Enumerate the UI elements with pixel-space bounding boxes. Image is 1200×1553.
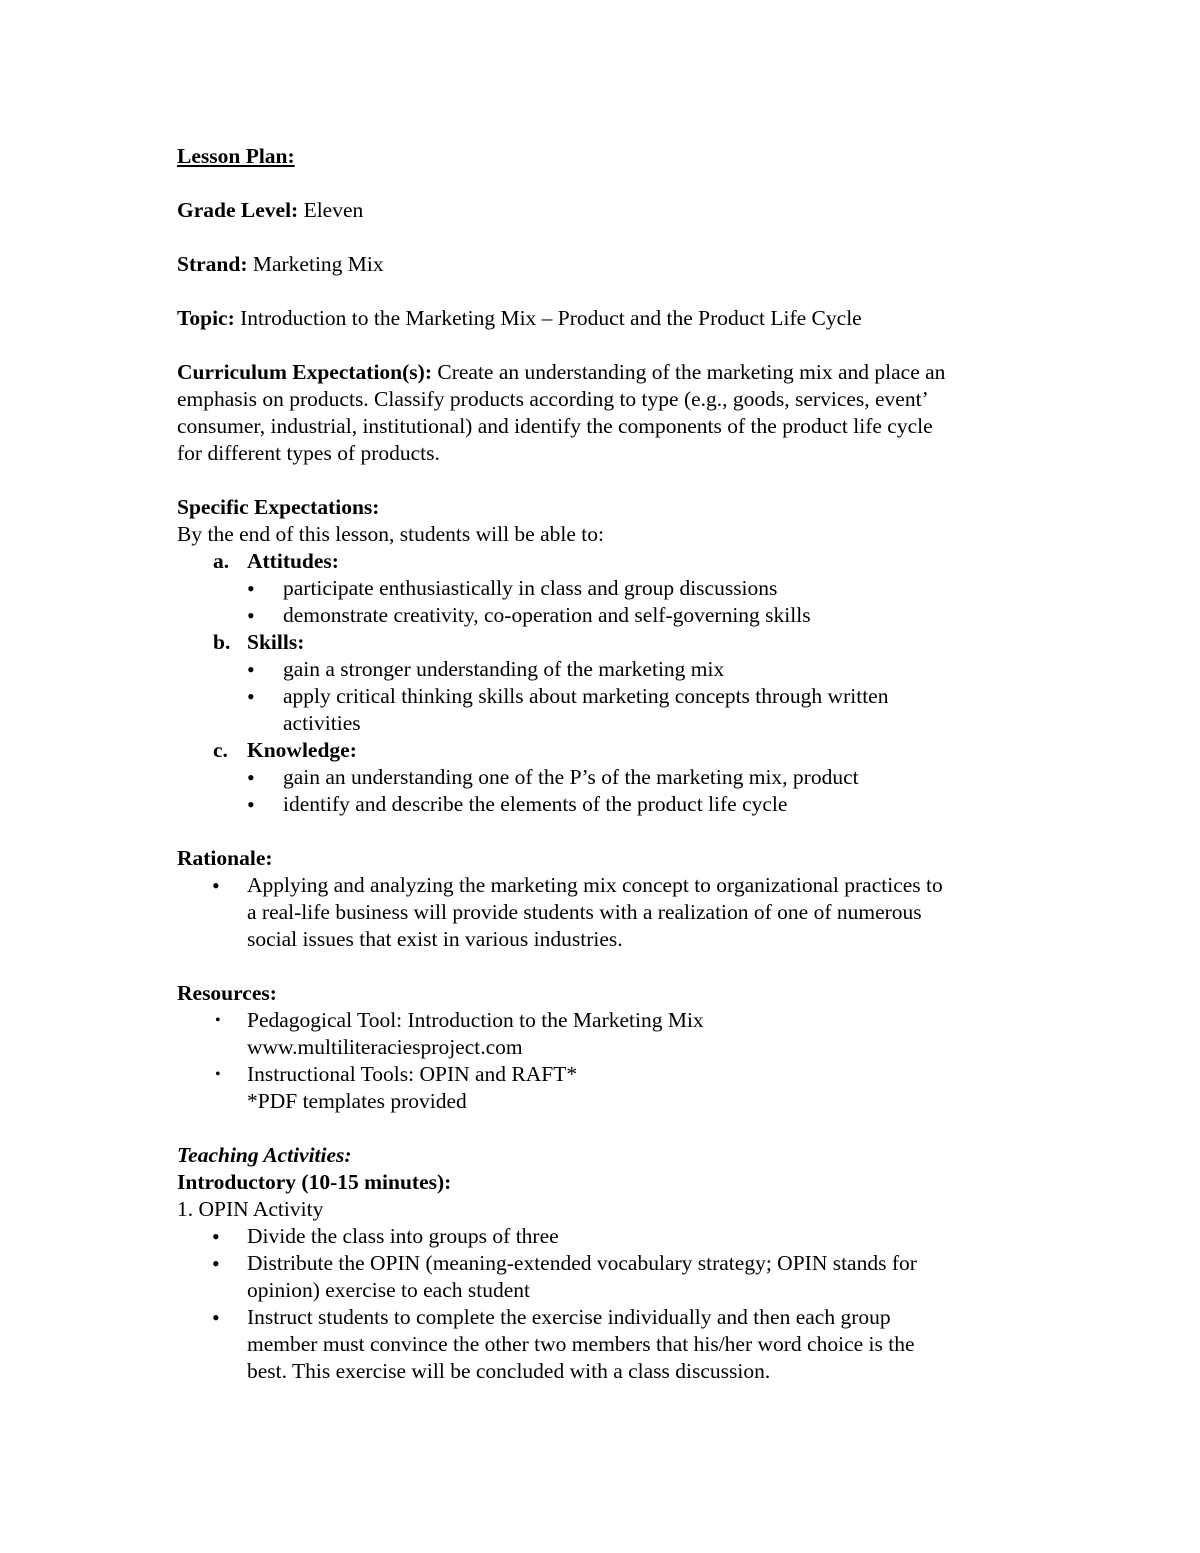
- curriculum-line: Create an understanding of the marketing mix and place an: [432, 360, 946, 384]
- list-item: [177, 656, 1037, 683]
- resource-link[interactable]: www.multiliteraciesproject.com: [247, 1035, 523, 1059]
- list-item-text: Instructional Tools: OPIN and RAFT*: [247, 1062, 578, 1086]
- bullet-icon: •: [215, 1012, 221, 1029]
- bullet-icon: •: [247, 603, 255, 628]
- list-item: [177, 872, 1037, 953]
- list-item: [177, 1007, 1037, 1061]
- list-item-text: Divide the class into groups of three: [247, 1224, 559, 1248]
- curriculum-label: Curriculum Expectation(s):: [177, 360, 432, 384]
- list-item-text: opinion) exercise to each student: [247, 1278, 530, 1302]
- list-item-text: activities: [283, 711, 361, 735]
- curriculum-line: for different types of products.: [177, 441, 440, 465]
- list-marker: b.: [213, 630, 231, 654]
- list-item-text: *PDF templates provided: [247, 1089, 467, 1113]
- introductory-heading: Introductory (10-15 minutes):: [177, 1170, 452, 1194]
- list-item: [177, 1061, 1037, 1115]
- list-item: [177, 791, 1037, 818]
- group-label: Attitudes:: [247, 549, 339, 573]
- list-item-text: demonstrate creativity, co-operation and self-governing skills: [283, 603, 811, 627]
- list-item-text: participate enthusiastically in class and group discussions: [283, 576, 778, 600]
- list-item-text: identify and describe the elements of the product life cycle: [283, 792, 788, 816]
- rationale: [177, 845, 1037, 953]
- bullet-icon: •: [247, 765, 255, 790]
- strand: [177, 251, 1037, 278]
- specific-intro: By the end of this lesson, students will be able to:: [177, 522, 604, 546]
- grade-level: [177, 197, 1037, 224]
- title-text: Lesson Plan:: [177, 144, 295, 168]
- list-item-text: Distribute the OPIN (meaning-extended vocabulary strategy; OPIN stands for: [247, 1251, 917, 1275]
- list-item: [177, 764, 1037, 791]
- list-marker: c.: [213, 738, 228, 762]
- list-item: [177, 602, 1037, 629]
- bullet-icon: •: [247, 657, 255, 682]
- list-item: [177, 683, 1037, 737]
- list-item-text: Pedagogical Tool: Introduction to the Marketing Mix: [247, 1008, 704, 1032]
- bullet-icon: •: [212, 1305, 220, 1330]
- expectation-group-knowledge: [177, 737, 1037, 764]
- list-item: [177, 575, 1037, 602]
- bullet-icon: •: [212, 1251, 220, 1276]
- specific-expectations: [177, 494, 1037, 818]
- activity-title: 1. OPIN Activity: [177, 1197, 324, 1221]
- group-label: Skills:: [247, 630, 305, 654]
- bullet-icon: •: [247, 792, 255, 817]
- list-item-text: apply critical thinking skills about marketing concepts through written: [283, 684, 889, 708]
- strand-value: Marketing Mix: [247, 252, 384, 276]
- list-item-text: Applying and analyzing the marketing mix concept to organizational practices to: [247, 873, 943, 897]
- list-item-text: Instruct students to complete the exercise individually and then each group: [247, 1305, 891, 1329]
- list-item: [177, 1304, 1037, 1385]
- curriculum-line: emphasis on products. Classify products according to type (e.g., goods, services, event’: [177, 387, 929, 411]
- grade-label: Grade Level:: [177, 198, 299, 222]
- curriculum-expectations: [177, 359, 1037, 467]
- list-marker: a.: [213, 549, 230, 573]
- document-page: [177, 143, 1037, 1412]
- curriculum-line: consumer, industrial, institutional) and identify the components of the product life cycle: [177, 414, 933, 438]
- list-item-text: gain an understanding one of the P’s of the marketing mix, product: [283, 765, 859, 789]
- list-item: [177, 1223, 1037, 1250]
- expectation-group-attitudes: [177, 548, 1037, 575]
- lesson-plan-title: [177, 143, 1037, 170]
- teaching-activities: [177, 1142, 1037, 1385]
- specific-heading: Specific Expectations:: [177, 495, 380, 519]
- bullet-icon: •: [215, 1066, 221, 1083]
- rationale-heading: Rationale:: [177, 846, 273, 870]
- resources-heading: Resources:: [177, 981, 277, 1005]
- bullet-icon: •: [212, 873, 220, 898]
- group-label: Knowledge:: [247, 738, 357, 762]
- list-item: [177, 1250, 1037, 1304]
- bullet-icon: •: [247, 576, 255, 601]
- list-item-text: member must convince the other two members that his/her word choice is the: [247, 1332, 915, 1356]
- topic: [177, 305, 1037, 332]
- bullet-icon: •: [212, 1224, 220, 1249]
- list-item-text: best. This exercise will be concluded with a class discussion.: [247, 1359, 771, 1383]
- list-item-text: gain a stronger understanding of the marketing mix: [283, 657, 725, 681]
- list-item-text: a real-life business will provide students with a realization of one of numerous: [247, 900, 922, 924]
- resources: [177, 980, 1037, 1115]
- topic-label: Topic:: [177, 306, 235, 330]
- list-item-text: social issues that exist in various industries.: [247, 927, 623, 951]
- topic-value: Introduction to the Marketing Mix – Product and the Product Life Cycle: [234, 306, 862, 330]
- bullet-icon: •: [247, 684, 255, 709]
- grade-value: Eleven: [298, 198, 364, 222]
- teaching-heading: Teaching Activities:: [177, 1143, 352, 1167]
- strand-label: Strand:: [177, 252, 248, 276]
- expectation-group-skills: [177, 629, 1037, 656]
